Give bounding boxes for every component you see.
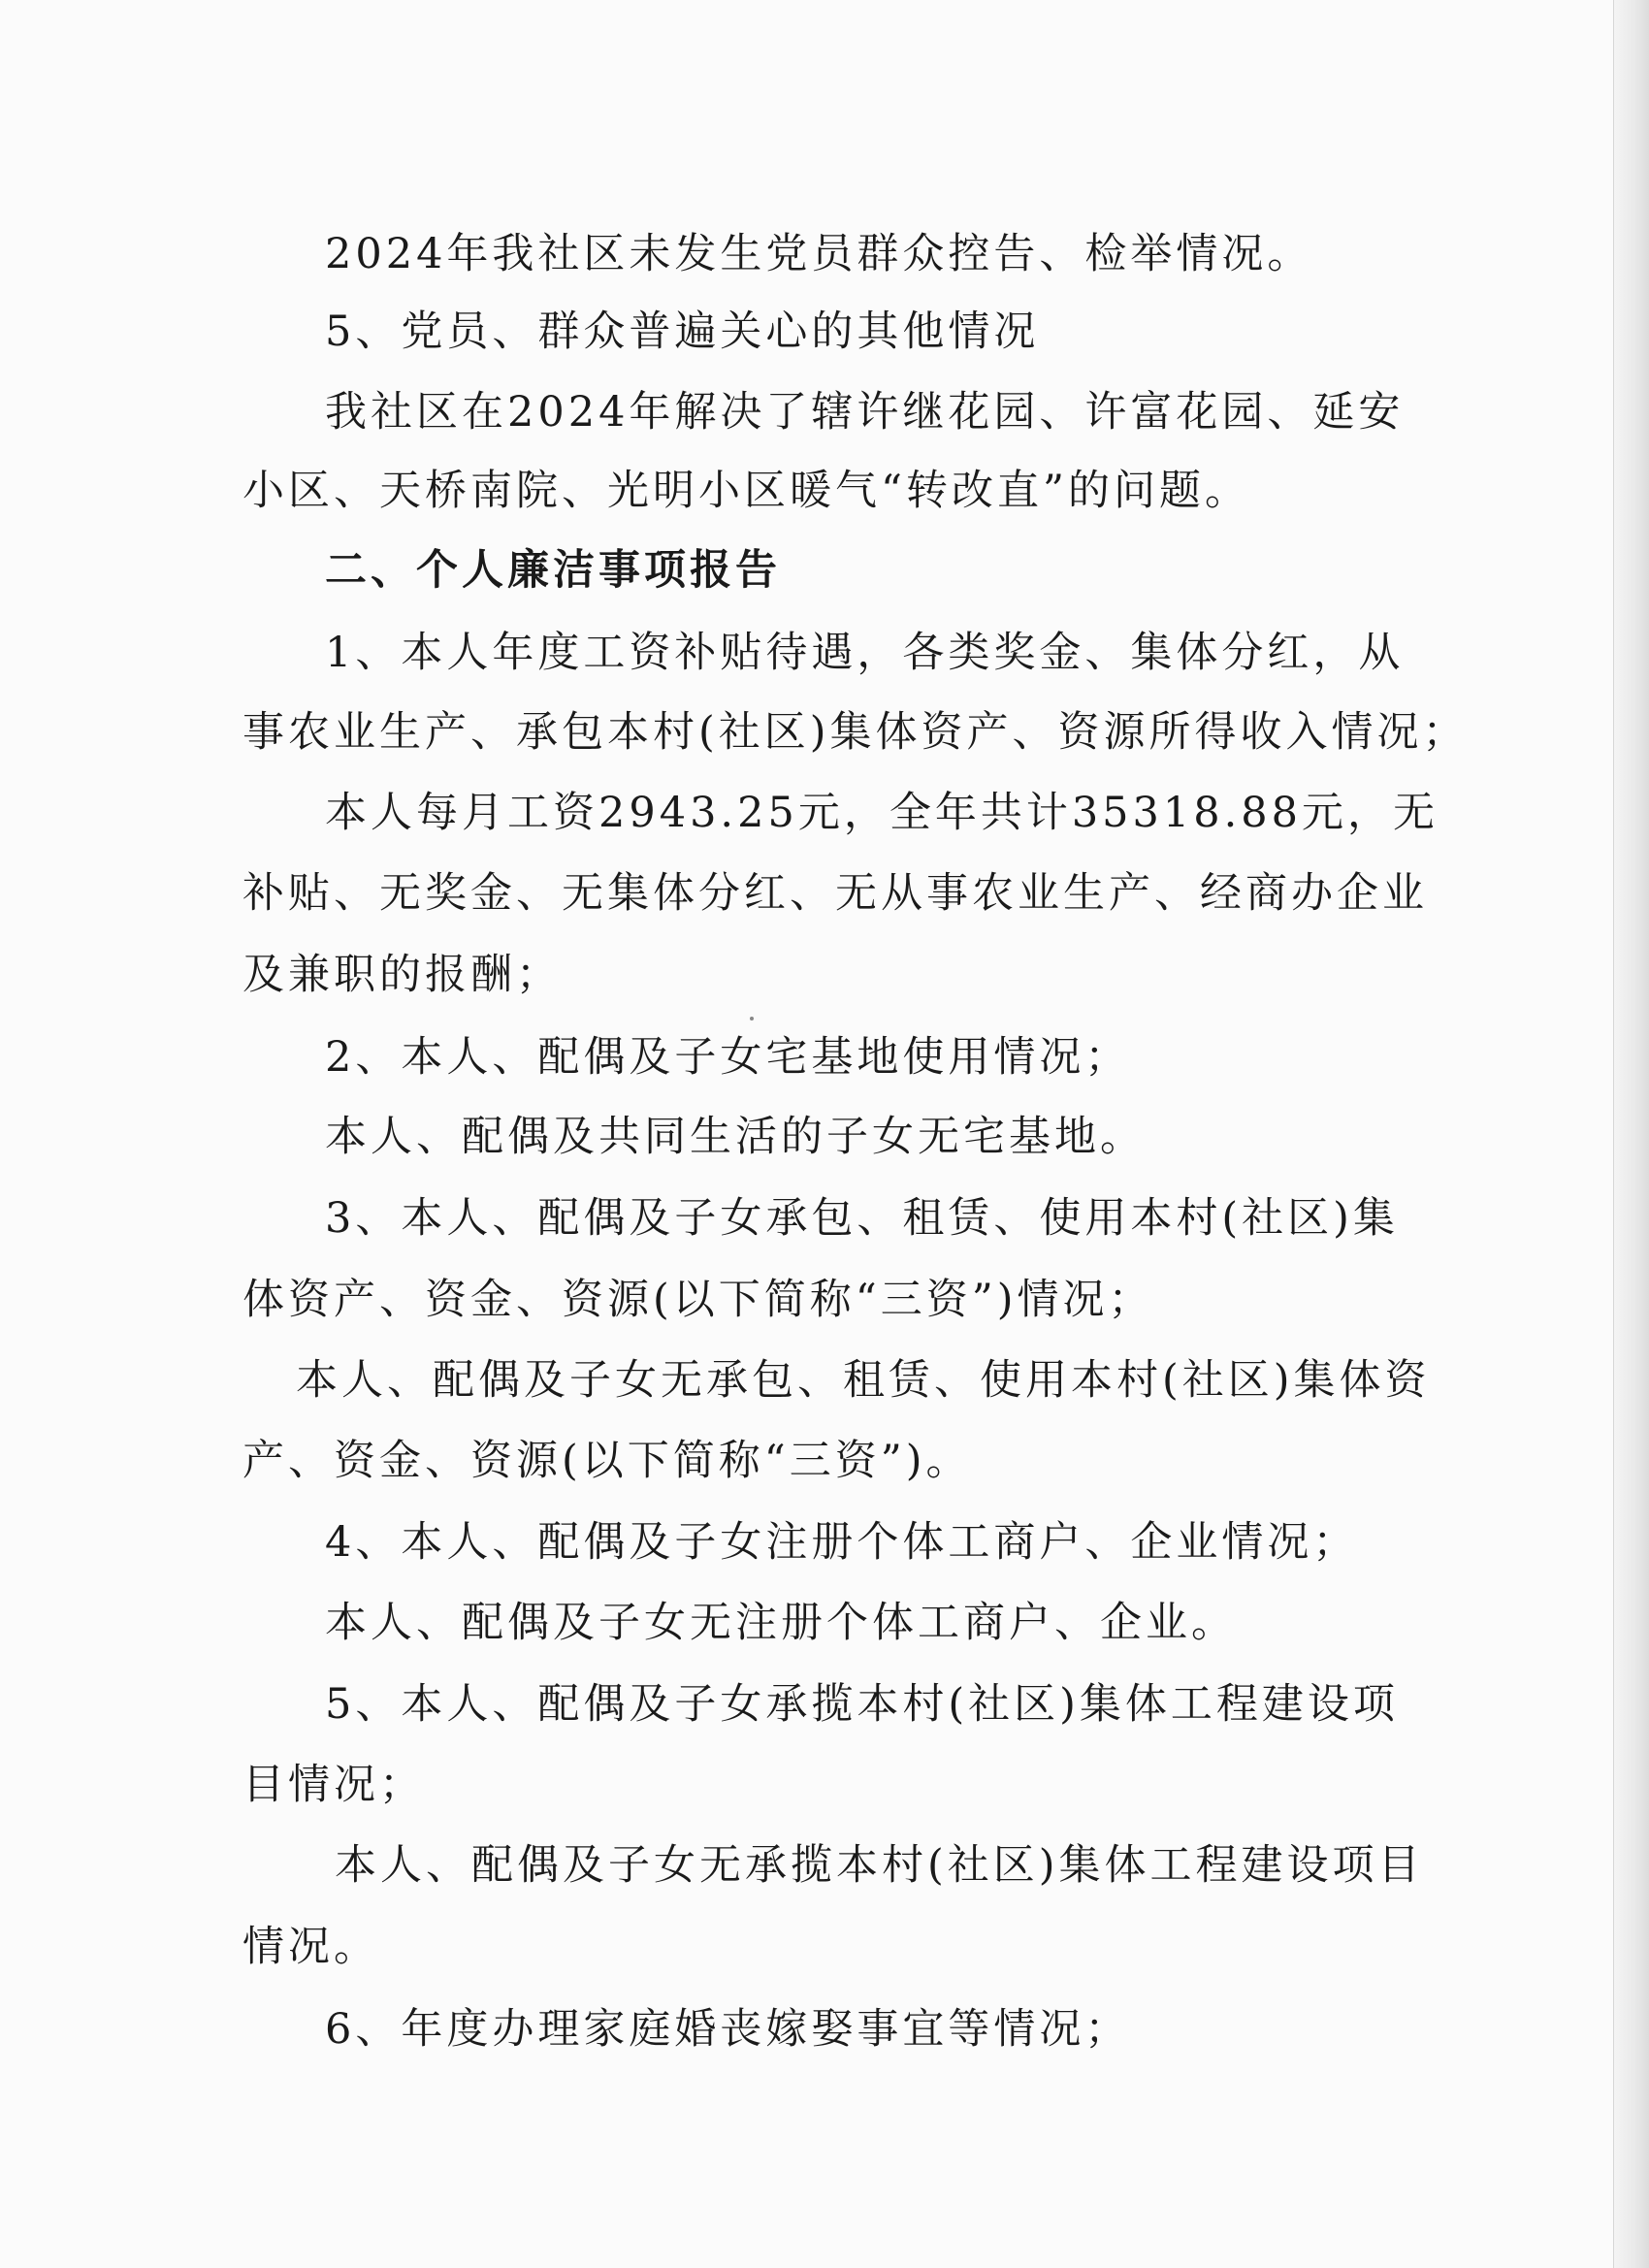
- document-line: 5、党员、群众普遍关心的其他情况: [325, 308, 1040, 356]
- document-line: 6、年度办理家庭婚丧嫁娶事宜等情况；: [325, 2005, 1131, 2054]
- document-line: 本人、配偶及子女无注册个体工商户、企业。: [325, 1599, 1237, 1647]
- document-line: 本人、配偶及共同生活的子女无宅基地。: [325, 1113, 1146, 1161]
- document-line: 2、本人、配偶及子女宅基地使用情况；: [325, 1033, 1131, 1082]
- scan-speck: [750, 1017, 754, 1021]
- scan-page-edge: [1613, 0, 1649, 2268]
- document-line: 2024年我社区未发生党员群众控告、检举情况。: [325, 230, 1313, 278]
- document-line: 4、本人、配偶及子女注册个体工商户、企业情况；: [325, 1518, 1359, 1567]
- section-heading: 二、个人廉洁事项报告: [325, 546, 781, 595]
- document-line: 1、本人年度工资补贴待遇，各类奖金、集体分红，从: [325, 629, 1405, 677]
- document-line: 本人、配偶及子女无承包、租赁、使用本村(社区)集体资: [296, 1356, 1431, 1405]
- document-line: 情况。: [242, 1923, 379, 1971]
- document-line: 我社区在2024年解决了辖许继花园、许富花园、延安: [325, 388, 1405, 437]
- document-line: 本人、配偶及子女无承揽本村(社区)集体工程建设项目: [335, 1841, 1424, 1890]
- document-line: 3、本人、配偶及子女承包、租赁、使用本村(社区)集: [325, 1194, 1399, 1243]
- document-line: 及兼职的报酬；: [242, 951, 562, 999]
- document-line: 5、本人、配偶及子女承揽本村(社区)集体工程建设项: [325, 1680, 1399, 1729]
- document-line: 体资产、资金、资源(以下简称“三资”)情况；: [242, 1276, 1154, 1324]
- document-line: 事农业生产、承包本村(社区)集体资产、资源所得收入情况；: [242, 708, 1469, 757]
- document-line: 产、资金、资源(以下简称“三资”)。: [242, 1437, 972, 1485]
- document-line: 补贴、无奖金、无集体分红、无从事农业生产、经商办企业: [242, 869, 1428, 918]
- document-line: 目情况；: [242, 1761, 425, 1809]
- document-line: 小区、天桥南院、光明小区暖气“转改直”的问题。: [242, 467, 1250, 515]
- document-line: 本人每月工资2943.25元，全年共计35318.88元，无: [325, 789, 1439, 837]
